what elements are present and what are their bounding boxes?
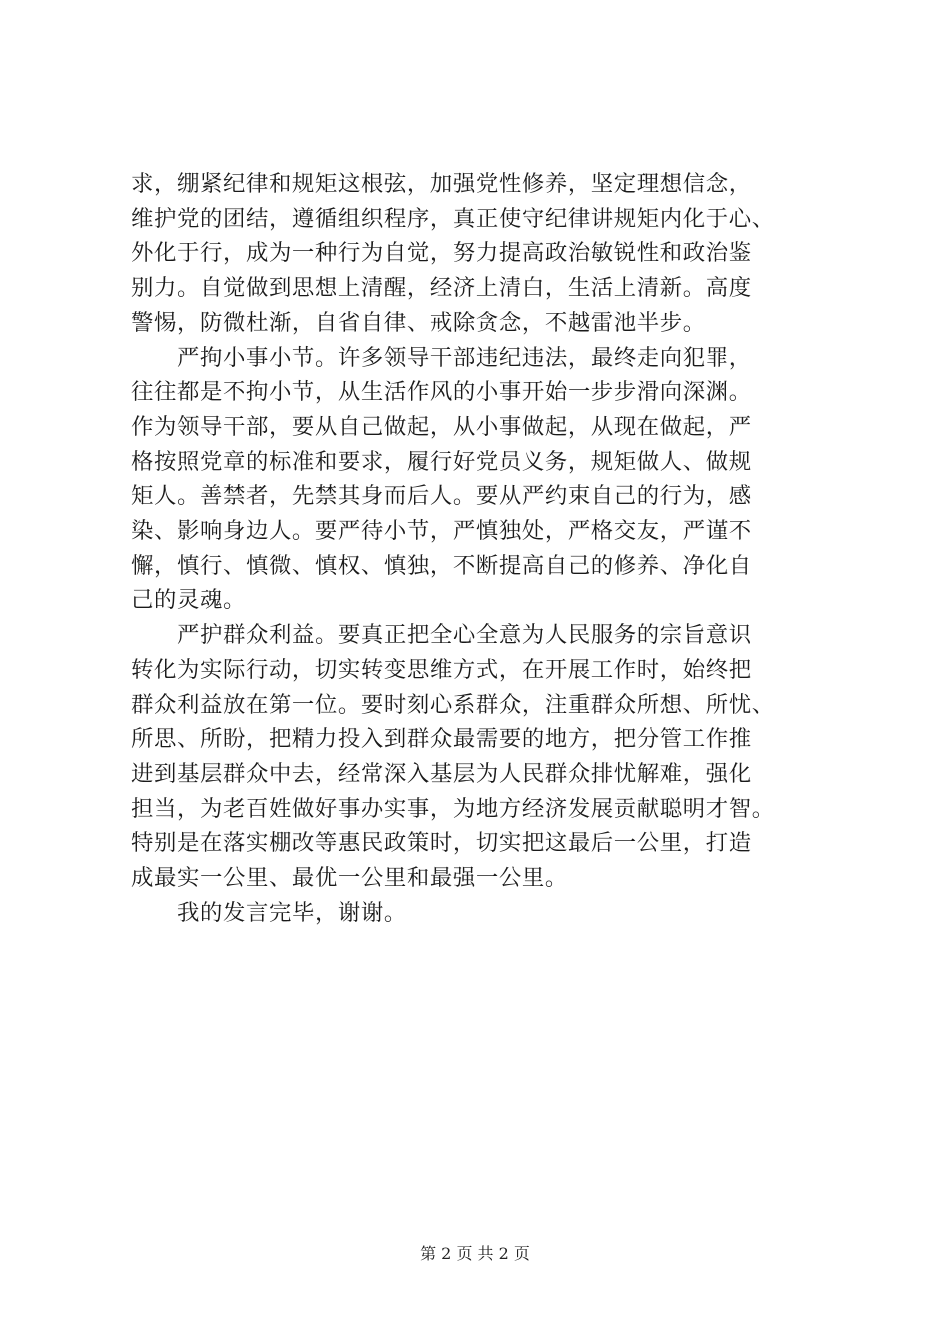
text-line: 警惕，防微杜渐，自省自律、戒除贪念，不越雷池半步。: [131, 309, 706, 336]
page-number-footer: 第 2 页 共 2 页: [420, 1244, 530, 1263]
text-line: 作为领导干部，要从自己做起，从小事做起，从现在做起，严: [131, 413, 752, 440]
text-line: 特别是在落实棚改等惠民政策时，切实把这最后一公里，打造: [131, 830, 752, 857]
text-line: 成最实一公里、最优一公里和最强一公里。: [131, 865, 568, 892]
text-line: 往往都是不拘小节，从生活作风的小事开始一步步滑向深渊。: [131, 379, 752, 406]
text-line: 维护党的团结，遵循组织程序，真正使守纪律讲规矩内化于心、: [131, 205, 775, 232]
text-line: 己的灵魂。: [131, 587, 246, 614]
text-line: 格按照党章的标准和要求，履行好党员义务，规矩做人、做规: [131, 448, 752, 475]
text-line: 担当，为老百姓做好事办实事，为地方经济发展贡献聪明才智。: [131, 795, 775, 822]
text-line: 外化于行，成为一种行为自觉，努力提高政治敏锐性和政治鉴: [131, 240, 752, 267]
text-line: 懈，慎行、慎微、慎权、慎独，不断提高自己的修养、净化自: [131, 552, 752, 579]
closing-line: 我的发言完毕，谢谢。: [177, 899, 407, 926]
text-line: 别力。自觉做到思想上清醒，经济上清白，生活上清新。高度: [131, 275, 752, 302]
text-line: 染、影响身边人。要严待小节，严慎独处，严格交友，严谨不: [131, 518, 752, 545]
text-line: 进到基层群众中去，经常深入基层为人民群众排忧解难，强化: [131, 760, 752, 787]
document-body: [131, 167, 831, 930]
text-line: 矩人。善禁者，先禁其身而后人。要从严约束自己的行为，感: [131, 483, 752, 510]
text-line: 所思、所盼，把精力投入到群众最需要的地方，把分管工作推: [131, 726, 752, 753]
text-line: 求，绷紧纪律和规矩这根弦，加强党性修养，坚定理想信念，: [131, 171, 752, 197]
text-line: 群众利益放在第一位。要时刻心系群众，注重群众所想、所忧、: [131, 691, 775, 718]
text-line: 转化为实际行动，切实转变思维方式，在开展工作时，始终把: [131, 656, 752, 683]
paragraph-heading-line: 严护群众利益。要真正把全心全意为人民服务的宗旨意识: [177, 622, 752, 649]
paragraph-heading-line: 严拘小事小节。许多领导干部违纪违法，最终走向犯罪，: [177, 344, 752, 371]
